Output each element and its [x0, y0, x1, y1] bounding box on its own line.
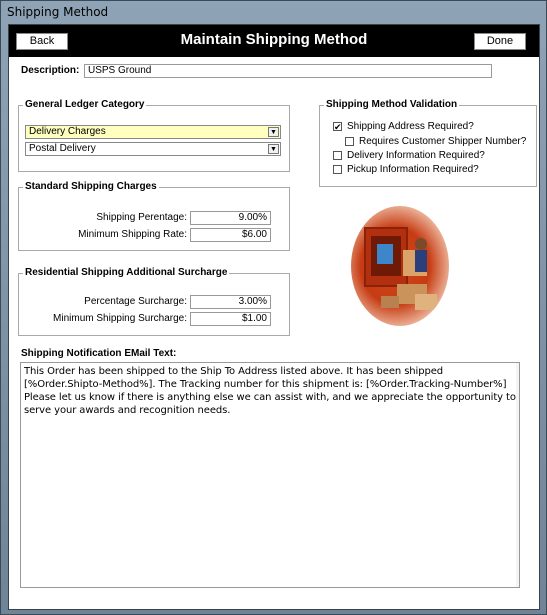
shipping-address-checkbox[interactable]: ✔ — [334, 122, 342, 132]
form-header — [9, 25, 539, 57]
delivery-info-checkbox[interactable] — [333, 151, 342, 160]
delivery-truck-photo — [351, 206, 449, 326]
chevron-down-icon[interactable]: ▼ — [268, 127, 279, 137]
residential-surcharge-group — [18, 267, 290, 336]
description-field[interactable]: USPS Ground — [84, 64, 492, 78]
gl-category-group — [18, 99, 290, 172]
chevron-down-icon[interactable]: ▼ — [268, 144, 279, 154]
customer-shipper-checkbox[interactable] — [345, 137, 354, 146]
minimum-surcharge-field[interactable]: $1.00 — [190, 312, 271, 326]
delivery-info-label: Delivery Information Required? — [347, 150, 485, 161]
validation-legend: Shipping Method Validation — [326, 99, 458, 110]
page-title: Maintain Shipping Method — [180, 31, 368, 48]
email-scrollbar[interactable] — [516, 363, 519, 587]
customer-shipper-label: Requires Customer Shipper Number? — [359, 136, 527, 147]
percentage-surcharge-field[interactable]: 3.00% — [190, 295, 271, 309]
shipping-percentage-field[interactable]: 9.00% — [190, 211, 271, 225]
minimum-shipping-rate-label: Minimum Shipping Rate: — [78, 229, 187, 240]
window-title: Shipping Method — [7, 5, 109, 19]
standard-charges-group — [18, 181, 290, 251]
residential-surcharge-legend: Residential Shipping Additional Surcharge — [25, 267, 228, 278]
minimum-shipping-rate-field[interactable]: $6.00 — [190, 228, 271, 242]
gl-category-legend: General Ledger Category — [25, 99, 145, 110]
standard-charges-legend: Standard Shipping Charges — [25, 181, 157, 192]
done-button[interactable]: Done — [474, 33, 526, 50]
shipping-address-label: Shipping Address Required? — [347, 121, 474, 132]
percentage-surcharge-label: Percentage Surcharge: — [84, 296, 187, 307]
shipping-percentage-label: Shipping Perentage: — [96, 212, 187, 223]
gl-subcategory-value: Postal Delivery — [29, 143, 96, 154]
delivery-scene-icon — [351, 206, 449, 326]
gl-category-value: Delivery Charges — [29, 126, 106, 137]
pickup-info-checkbox[interactable] — [333, 165, 342, 174]
description-label: Description: — [21, 65, 80, 76]
email-text-label: Shipping Notification EMail Text: — [21, 348, 177, 359]
gl-subcategory-combo[interactable] — [25, 142, 281, 156]
gl-category-combo[interactable] — [25, 125, 281, 139]
validation-group — [319, 99, 537, 187]
email-text-content: This Order has been shipped to the Ship To Address listed above. It has been shipped [%Order.Shipto-Method%]. The Tracking number for this shipment is: [%Order.Tracking-Number%] Please let us know if there is anything else we can assist with, and we appreciate the opportunity to serve your awards and recognition needs. — [24, 366, 516, 416]
minimum-surcharge-label: Minimum Shipping Surcharge: — [53, 313, 187, 324]
back-button[interactable]: Back — [16, 33, 68, 50]
pickup-info-label: Pickup Information Required? — [347, 164, 479, 175]
email-text-area[interactable] — [20, 362, 520, 588]
form-client-area — [8, 24, 540, 610]
